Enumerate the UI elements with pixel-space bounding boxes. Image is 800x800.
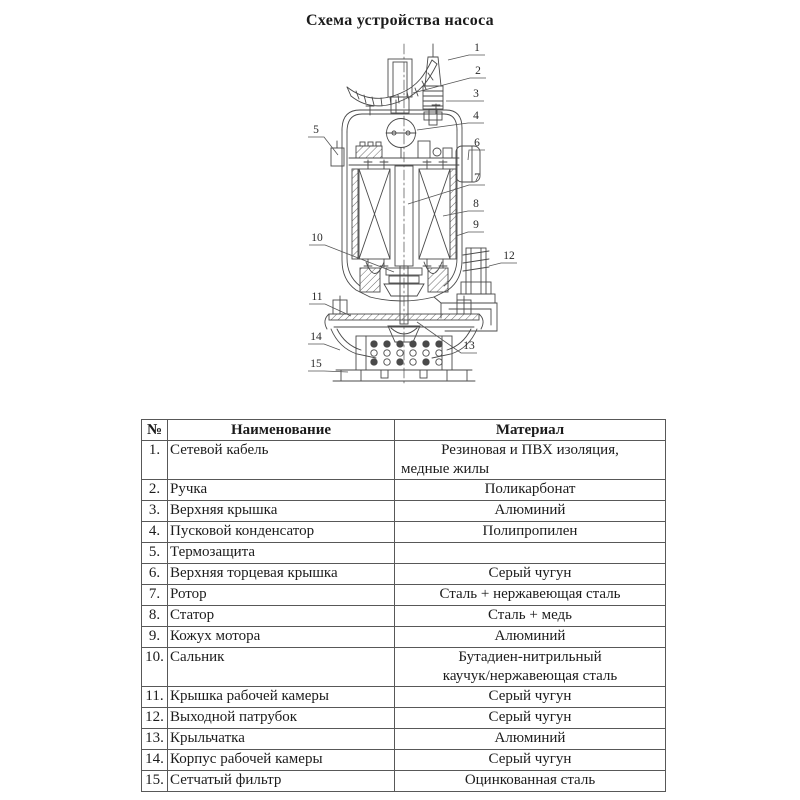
material-line: Сталь + нержавеющая сталь [439,586,621,602]
callout-number: 11 [311,291,323,303]
cell-material [395,648,666,687]
callout-number: 9 [473,219,479,231]
cell-name: Сетчатый фильтр [168,771,395,792]
cell-number: 7. [142,585,168,606]
handle-bracket [388,59,412,113]
callout-number: 10 [311,232,323,244]
pump-handle [347,60,437,106]
cell-material [395,522,666,543]
material-line: Алюминий [494,502,566,518]
cell-name: Крыльчатка [168,729,395,750]
callout-number: 2 [475,65,481,77]
cell-name: Верхняя крышка [168,501,395,522]
callout-number: 4 [473,110,479,122]
cell-number: 14. [142,750,168,771]
cell-number: 1. [142,441,168,480]
table-row [142,708,666,729]
callout-leader-line [308,371,348,372]
power-cable-gland [423,44,443,125]
cell-material [395,606,666,627]
callout-leader-line [308,344,340,350]
table-row [142,729,666,750]
cell-name: Кожух мотора [168,627,395,648]
cell-material [395,543,666,564]
callout-number: 12 [503,250,515,262]
callout-leader-line [489,263,517,266]
cell-number: 4. [142,522,168,543]
cell-material [395,585,666,606]
cell-number: 10. [142,648,168,687]
table-header-row [142,420,666,441]
callout-number: 1 [474,42,480,54]
callout-number: 7 [474,172,480,184]
table-row [142,480,666,501]
parts-table-body [142,441,666,792]
cell-name: Пусковой конденсатор [168,522,395,543]
cell-number: 12. [142,708,168,729]
material-line: Алюминий [494,628,566,644]
callout-number: 15 [310,358,322,370]
top-cover [342,104,462,132]
table-row [142,771,666,792]
material-line: Резиновая и ПВХ изоляция, [441,442,619,458]
cell-material [395,771,666,792]
table-row [142,564,666,585]
cell-name: Ручка [168,480,395,501]
cell-number: 8. [142,606,168,627]
cell-name: Сальник [168,648,395,687]
capacitor [386,119,416,159]
cell-material [395,564,666,585]
table-row [142,441,666,480]
parts-table [141,419,666,792]
cell-name: Корпус рабочей камеры [168,750,395,771]
cell-material [395,729,666,750]
cell-name: Сетевой кабель [168,441,395,480]
callout-number: 3 [473,88,479,100]
table-row [142,750,666,771]
cell-material [395,627,666,648]
table-row [142,501,666,522]
callout-number: 6 [474,137,480,149]
cell-number: 9. [142,627,168,648]
table-row [142,585,666,606]
header-material: Материал [395,420,666,441]
cell-number: 15. [142,771,168,792]
callout-leader-line [468,150,485,160]
material-line: Бутадиен-нитрильный [458,649,602,665]
cell-material [395,687,666,708]
callout-number: 8 [473,198,479,210]
cell-number: 11. [142,687,168,708]
material-line: Серый чугун [488,688,572,704]
table-row [142,522,666,543]
callout-leader-line [443,211,484,216]
table-row [142,627,666,648]
material-line: Оцинкованная сталь [464,772,596,788]
cell-name: Ротор [168,585,395,606]
cell-name: Статор [168,606,395,627]
cell-number: 5. [142,543,168,564]
cell-number: 2. [142,480,168,501]
cell-material [395,750,666,771]
table-row [142,606,666,627]
header-number: № [142,420,168,441]
cell-material [395,441,666,480]
material-line: Сталь + медь [487,607,573,623]
table-row [142,543,666,564]
material-line: Алюминий [494,730,566,746]
table-row [142,687,666,708]
material-line: Серый чугун [488,565,572,581]
cell-number: 3. [142,501,168,522]
page-title: Схема устройства насоса [306,12,494,29]
callout-number: 5 [313,124,319,136]
material-line: Серый чугун [488,709,572,725]
material-line: Серый чугун [488,751,572,767]
table-row [142,648,666,687]
cell-name: Крышка рабочей камеры [168,687,395,708]
cell-material [395,480,666,501]
cell-name: Верхняя торцевая крышка [168,564,395,585]
material-line: каучук/нержавеющая сталь [442,668,618,684]
cell-name: Выходной патрубок [168,708,395,729]
diagram-callouts [308,42,517,372]
material-line: Полипропилен [482,523,578,539]
material-line: медные жилы [401,461,490,477]
callout-leader-line [456,232,484,236]
header-name: Наименование [168,420,395,441]
cell-material [395,708,666,729]
callout-number: 13 [463,340,475,352]
callout-leader-line [308,137,338,155]
callout-leader-line [417,123,484,130]
cell-number: 6. [142,564,168,585]
callout-leader-line [448,55,485,60]
cell-material [395,501,666,522]
material-line: Поликарбонат [484,481,576,497]
cell-name: Термозащита [168,543,395,564]
callout-number: 14 [310,331,322,343]
cell-number: 13. [142,729,168,750]
